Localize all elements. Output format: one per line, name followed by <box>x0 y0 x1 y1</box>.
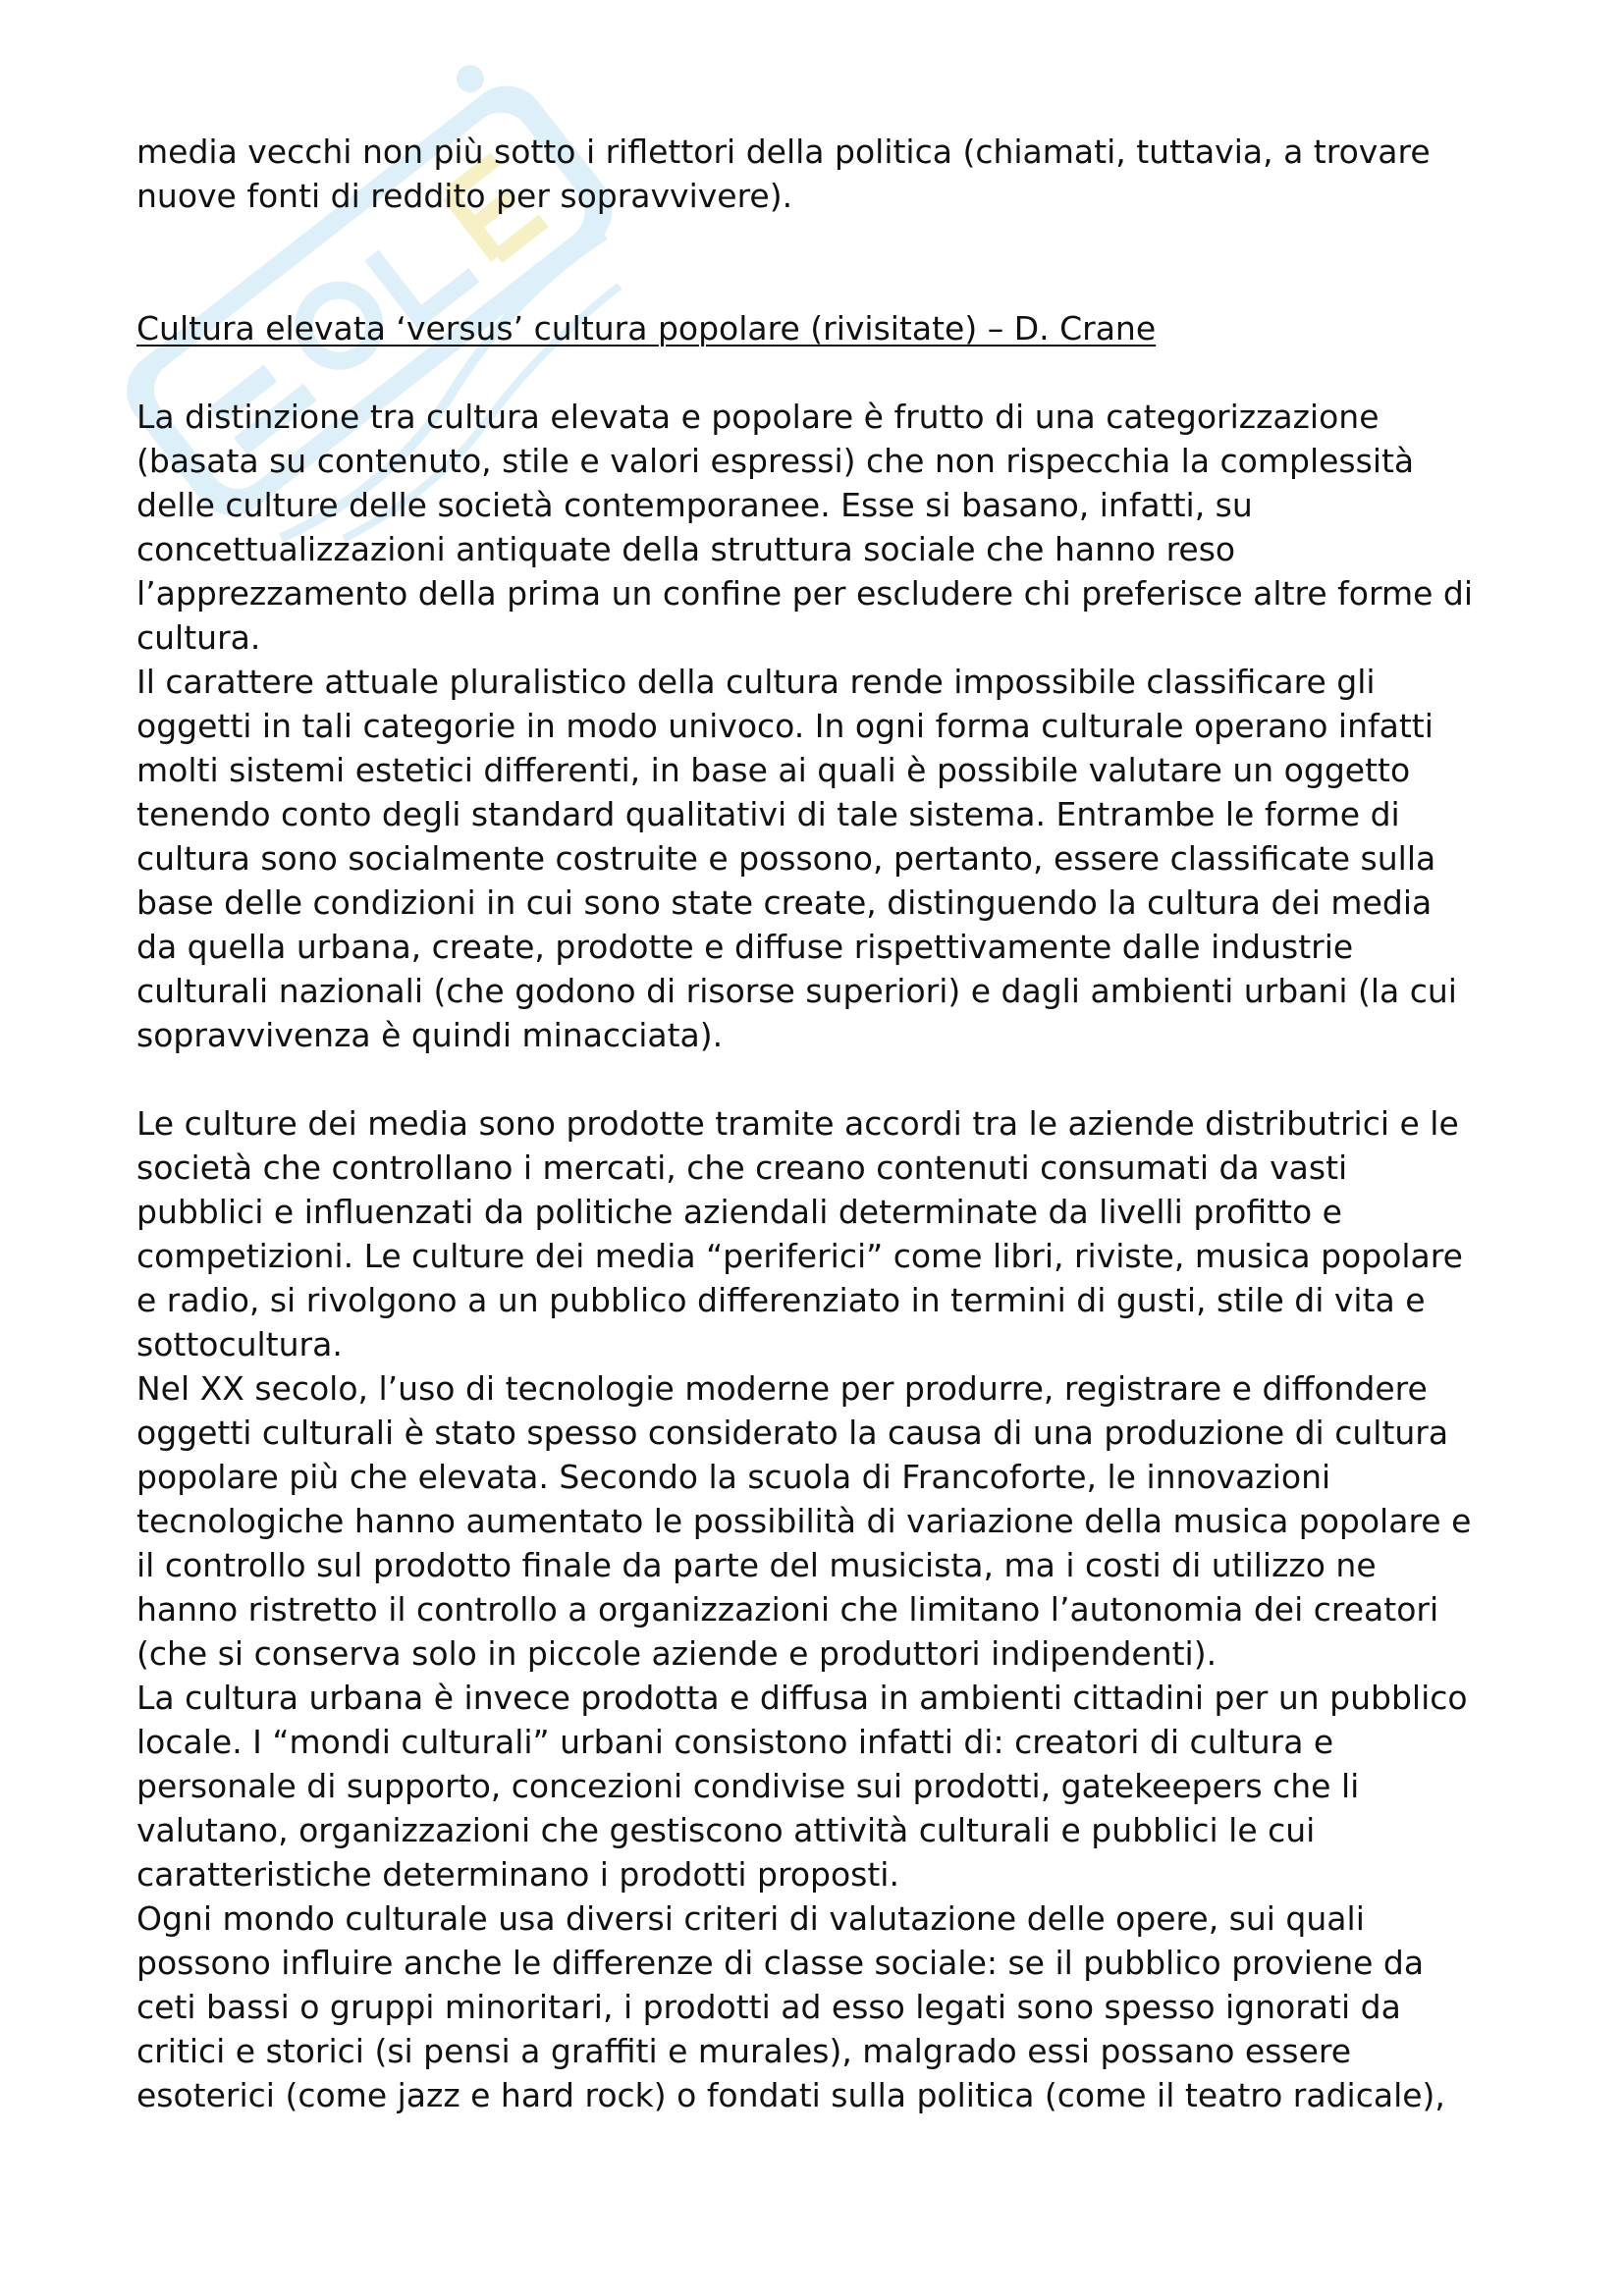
text-line: caratteristiche determinano i prodotti proposti. <box>136 1855 899 1894</box>
text-line: tecnologiche hanno aumentato le possibilità di variazione della musica popolare e <box>136 1502 1472 1540</box>
text-line: competizioni. Le culture dei media “periferici” come libri, riviste, musica popolare <box>136 1237 1463 1275</box>
text-line: società che controllano i mercati, che creano contenuti consumati da vasti <box>136 1148 1348 1187</box>
text-line: da quella urbana, create, prodotte e diffuse rispettivamente dalle industrie <box>136 928 1354 966</box>
text-line: tenendo conto degli standard qualitativi di tale sistema. Entrambe le forme di <box>136 795 1400 833</box>
text-line: Le culture dei media sono prodotte tramite accordi tra le aziende distributrici e le <box>136 1104 1459 1143</box>
text-line: l’apprezzamento della prima un confine per escludere chi preferisce altre forme di <box>136 574 1473 613</box>
text-line: delle culture delle società contemporanee. Esse si basano, infatti, su <box>136 486 1253 524</box>
text-line: personale di supporto, concezioni condivise sui prodotti, gatekeepers che li <box>136 1767 1360 1805</box>
text-line: esoterici (come jazz e hard rock) o fondati sulla politica (come il teatro radicale), <box>136 2076 1445 2114</box>
text-line: il controllo sul prodotto finale da parte del musicista, ma i costi di utilizzo ne <box>136 1546 1377 1584</box>
text-line: La cultura urbana è invece prodotta e diffusa in ambienti cittadini per un pubblico <box>136 1679 1468 1717</box>
document-body <box>136 130 1501 2117</box>
text-line: (che si conserva solo in piccole aziende e produttori indipendenti). <box>136 1634 1217 1673</box>
text-line: oggetti in tali categorie in modo univoco. In ogni forma culturale operano infatti <box>136 707 1434 745</box>
text-line: sottocultura. <box>136 1325 343 1363</box>
text-line: ceti bassi o gruppi minoritari, i prodotti ad esso legati sono spesso ignorati da <box>136 1988 1401 2026</box>
text-line: valutano, organizzazioni che gestiscono attività culturali e pubblici le cui <box>136 1811 1316 1849</box>
paragraph-media-urban-cultures <box>136 1101 1501 2117</box>
text-line: hanno ristretto il controllo a organizzazioni che limitano l’autonomia dei creatori <box>136 1590 1439 1629</box>
text-line: La distinzione tra cultura elevata e popolare è frutto di una categorizzazione <box>136 398 1380 436</box>
text-line: oggetti culturali è stato spesso considerato la causa di una produzione di cultura <box>136 1414 1449 1452</box>
text-line: nuove fonti di reddito per sopravvivere). <box>136 177 793 215</box>
text-line: e radio, si rivolgono a un pubblico differenziato in termini di gusti, stile di vita e <box>136 1281 1426 1319</box>
text-line: Ogni mondo culturale usa diversi criteri di valutazione delle opere, sui quali <box>136 1899 1365 1938</box>
text-line: molti sistemi estetici differenti, in base ai quali è possibile valutare un oggetto <box>136 751 1411 789</box>
text-line: pubblici e influenzati da politiche aziendali determinate da livelli profitto e <box>136 1193 1342 1231</box>
paragraph-cultural-distinction <box>136 395 1501 1057</box>
text-line: sopravvivenza è quindi minacciata). <box>136 1016 724 1054</box>
text-line: critici e storici (si pensi a graffiti e murales), malgrado essi possano essere <box>136 2032 1352 2070</box>
text-line: culturali nazionali (che godono di risorse superiori) e dagli ambienti urbani (la cui <box>136 972 1457 1010</box>
text-line: locale. I “mondi culturali” urbani consistono infatti di: creatori di cultura e <box>136 1723 1334 1761</box>
text-line: base delle condizioni in cui sono state create, distinguendo la cultura dei media <box>136 883 1433 922</box>
text-line: cultura sono socialmente costruite e possono, pertanto, essere classificate sulla <box>136 839 1436 878</box>
intro-paragraph <box>136 130 1501 218</box>
text-line: Nel XX secolo, l’uso di tecnologie moderne per produrre, registrare e diffondere <box>136 1369 1428 1408</box>
text-line: cultura. <box>136 618 261 657</box>
text-line: media vecchi non più sotto i riflettori della politica (chiamati, tuttavia, a trovare <box>136 133 1431 171</box>
text-line: Il carattere attuale pluralistico della cultura rende impossibile classificare gli <box>136 663 1376 701</box>
text-line: possono influire anche le differenze di classe sociale: se il pubblico proviene da <box>136 1944 1425 1982</box>
text-line: (basata su contenuto, stile e valori espressi) che non rispecchia la complessità <box>136 442 1415 480</box>
text-line: concettualizzazioni antiquate della struttura sociale che hanno reso <box>136 530 1236 568</box>
text-line: popolare più che elevata. Secondo la scuola di Francoforte, le innovazioni <box>136 1458 1331 1496</box>
section-title: Cultura elevata ‘versus’ cultura popolare (rivisitate) – D. Crane <box>136 309 1157 347</box>
